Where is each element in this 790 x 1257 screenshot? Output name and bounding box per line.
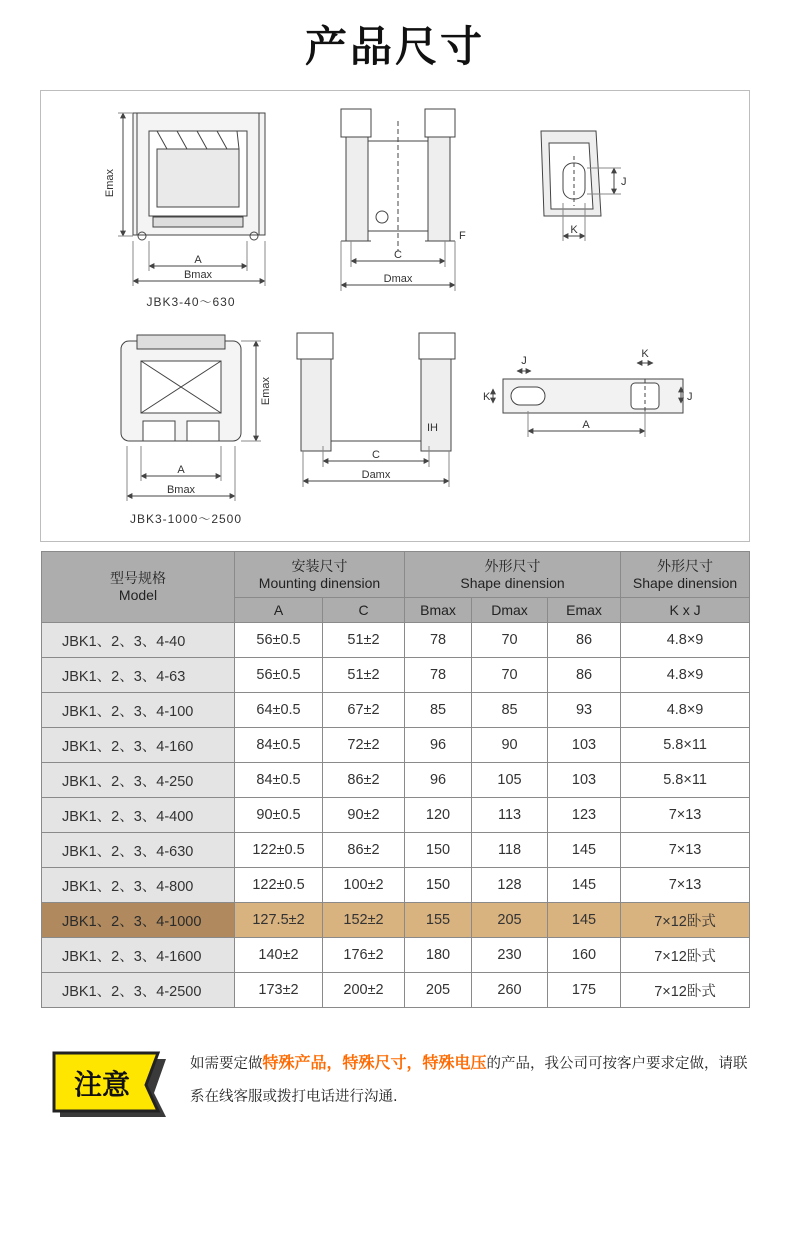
header-col-emax: Emax [548,598,621,623]
cell-dmax: 90 [472,728,548,763]
header-shape-cn: 外形尺寸 [484,557,541,574]
label-c-2: C [372,449,380,461]
cell-a: 90±0.5 [235,798,323,833]
table-row [42,868,750,903]
table-row [42,798,750,833]
label-damx-2: Damx [361,469,391,481]
cell-emax: 93 [548,693,621,728]
cell-model: JBK1、2、3、4-1600 [42,938,235,973]
label-a-3: A [582,419,590,431]
side-view-top [341,109,455,291]
cell-dmax: 105 [472,763,548,798]
header-shape [405,552,621,598]
cell-bmax: 78 [405,623,472,658]
table-row [42,728,750,763]
cell-kj: 7×12卧式 [621,903,750,938]
side-view-bottom [297,333,455,487]
header-col-bmax: Bmax [405,598,472,623]
header-col-a: A [235,598,323,623]
cell-model: JBK1、2、3、4-100 [42,693,235,728]
header-shape2-en: Shape dinension [632,574,738,591]
cell-dmax: 230 [472,938,548,973]
cell-a: 122±0.5 [235,868,323,903]
note-badge [50,1049,170,1117]
table-row [42,833,750,868]
cell-c: 100±2 [323,868,405,903]
cell-dmax: 118 [472,833,548,868]
table-row [42,623,750,658]
cell-kj: 5.8×11 [621,763,750,798]
cell-emax: 145 [548,868,621,903]
cell-c: 86±2 [323,763,405,798]
cell-emax: 103 [548,763,621,798]
table-row [42,973,750,1008]
label-emax-1: Emax [104,168,116,198]
cell-a: 56±0.5 [235,658,323,693]
cell-kj: 4.8×9 [621,693,750,728]
cell-c: 51±2 [323,658,405,693]
cell-dmax: 205 [472,903,548,938]
caption-top: JBK3-40～630 [146,295,236,309]
technical-drawing [41,91,749,541]
cell-bmax: 120 [405,798,472,833]
cell-model: JBK1、2、3、4-800 [42,868,235,903]
label-dmax-1: Dmax [383,273,413,285]
cell-model: JBK1、2、3、4-630 [42,833,235,868]
cell-kj: 7×12卧式 [621,973,750,1008]
front-view-top [118,113,265,286]
note-emphasis: 特殊产品，特殊尺寸，特殊电压 [262,1053,487,1072]
label-k-3: K [641,348,649,360]
cell-kj: 4.8×9 [621,623,750,658]
cell-c: 200±2 [323,973,405,1008]
cell-c: 51±2 [323,623,405,658]
table-row [42,938,750,973]
page-title: 产品尺寸 [304,22,485,71]
note-text-post: 的产品，我公司可按客户要求定做，请联系在线客服或拨打电话进行沟通. [190,1056,748,1105]
cell-dmax: 113 [472,798,548,833]
header-shape2-cn: 外形尺寸 [657,557,714,574]
note-badge-shape [50,1049,170,1119]
cell-kj: 7×13 [621,868,750,903]
cell-emax: 160 [548,938,621,973]
label-j-3: J [687,391,693,403]
cell-bmax: 78 [405,658,472,693]
label-k-1: K [570,224,578,236]
cell-kj: 7×13 [621,798,750,833]
cell-kj: 7×13 [621,833,750,868]
cell-dmax: 70 [472,658,548,693]
cell-kj: 7×12卧式 [621,938,750,973]
cell-model: JBK1、2、3、4-40 [42,623,235,658]
cell-emax: 86 [548,623,621,658]
header-mounting-cn: 安装尺寸 [291,557,348,574]
label-emax-2: Emax [260,376,272,406]
cell-bmax: 150 [405,833,472,868]
cell-dmax: 70 [472,623,548,658]
header-mounting-en: Mounting dinension [258,574,381,591]
cell-kj: 5.8×11 [621,728,750,763]
cell-a: 122±0.5 [235,833,323,868]
note-badge-label: 注意 [73,1068,131,1101]
table-row-highlighted [42,903,750,938]
label-j-1: J [621,176,627,188]
label-c-1: C [394,249,402,261]
cell-model: JBK1、2、3、4-2500 [42,973,235,1008]
table-row [42,658,750,693]
cell-bmax: 96 [405,763,472,798]
caption-bottom: JBK3-1000～2500 [129,512,243,526]
cell-model: JBK1、2、3、4-400 [42,798,235,833]
cell-c: 86±2 [323,833,405,868]
table-row [42,693,750,728]
header-model-cn: 型号规格 [110,570,166,586]
cell-a: 173±2 [235,973,323,1008]
cell-emax: 175 [548,973,621,1008]
cell-c: 72±2 [323,728,405,763]
cell-c: 176±2 [323,938,405,973]
cell-dmax: 260 [472,973,548,1008]
cell-emax: 103 [548,728,621,763]
header-model-en: Model [118,587,158,603]
cell-a: 56±0.5 [235,623,323,658]
cell-emax: 86 [548,658,621,693]
cell-c: 90±2 [323,798,405,833]
front-view-bottom [121,335,261,501]
header-shape-2 [621,552,750,598]
cell-bmax: 150 [405,868,472,903]
label-a-1: A [194,254,202,266]
label-bmax-1: Bmax [183,269,213,281]
cell-bmax: 85 [405,693,472,728]
bracket-detail-top [541,131,621,241]
cell-bmax: 180 [405,938,472,973]
cell-c: 152±2 [323,903,405,938]
note-text [190,1046,760,1114]
cell-kj: 4.8×9 [621,658,750,693]
cell-model: JBK1、2、3、4-160 [42,728,235,763]
cell-model: JBK1、2、3、4-250 [42,763,235,798]
label-bmax-2: Bmax [166,484,196,496]
header-col-kj: K x J [621,598,750,623]
header-model [42,552,235,623]
header-col-dmax: Dmax [472,598,548,623]
cell-dmax: 85 [472,693,548,728]
label-f-1: F [459,230,466,242]
label-ih: IH [427,422,438,434]
table-row [42,763,750,798]
cell-a: 127.5±2 [235,903,323,938]
dimension-drawings [40,90,750,542]
cell-dmax: 128 [472,868,548,903]
cell-a: 64±0.5 [235,693,323,728]
cell-a: 140±2 [235,938,323,973]
cell-emax: 123 [548,798,621,833]
cell-a: 84±0.5 [235,728,323,763]
cell-emax: 145 [548,903,621,938]
cell-bmax: 205 [405,973,472,1008]
note-text-pre: 如需要定做 [190,1056,263,1072]
cell-a: 84±0.5 [235,763,323,798]
spec-table [41,551,750,1008]
label-a-2: A [177,464,185,476]
label-j-2: J [521,355,527,367]
label-k-2: K [483,391,491,403]
cell-model: JBK1、2、3、4-1000 [42,903,235,938]
header-col-c: C [323,598,405,623]
header-shape-en: Shape dinension [460,574,565,591]
cell-c: 67±2 [323,693,405,728]
cell-bmax: 96 [405,728,472,763]
cell-model: JBK1、2、3、4-63 [42,658,235,693]
header-mounting [235,552,405,598]
cell-emax: 145 [548,833,621,868]
cell-bmax: 155 [405,903,472,938]
